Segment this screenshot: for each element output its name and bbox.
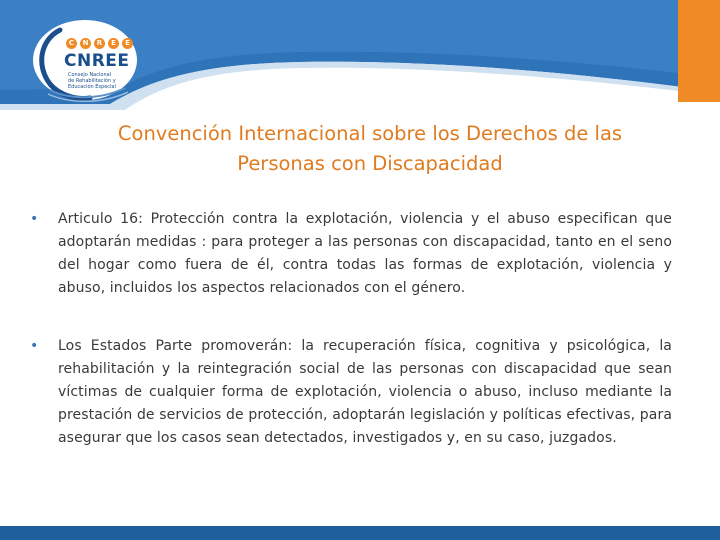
bullet-item-estados-parte xyxy=(30,335,672,450)
bullet-dot-icon: • xyxy=(30,338,39,354)
bullet-item-article-16 xyxy=(30,208,672,300)
logo-subtitle xyxy=(68,72,128,90)
logo-dot: E xyxy=(108,38,119,49)
logo-letter-dots xyxy=(66,38,133,49)
bullet-text: Los Estados Parte promoverán: la recuperación física, cognitiva y psicológica, la rehabilitación y la reintegración social de las personas con discapacidad que sean víctimas de cualquier forma de explotación, violencia o abuso, incluso mediante la prestación de servicios de protección, adoptarán legislación y políticas efectivas, para asegurar que los casos sean detectados, investigados y, en su caso, juzgados. xyxy=(58,338,672,446)
footer-bar xyxy=(0,526,720,540)
logo-subtitle-line: Consejo Nacional xyxy=(68,72,112,78)
logo-subtitle-line: de Rehabilitación y xyxy=(68,78,116,84)
slide-title-line-1: Convención Internacional sobre los Derechos de las xyxy=(117,122,623,146)
logo-dot: R xyxy=(94,38,105,49)
slide-title xyxy=(40,119,700,179)
logo-dot: E xyxy=(122,38,133,49)
corner-accent-block xyxy=(678,0,720,102)
cnree-logo xyxy=(30,18,140,102)
logo-subtitle-line: Educación Especial xyxy=(68,84,116,90)
logo-dot: N xyxy=(80,38,91,49)
bullet-text: Articulo 16: Protección contra la explotación, violencia y el abuso especifican que adoptarán medidas : para proteger a las personas con discapacidad, tanto en el seno del hogar como fuera de él, contra todas las formas de explotación, violencia y abuso, incluidos los aspectos relacionados con el género. xyxy=(58,211,672,296)
bullet-dot-icon: • xyxy=(30,211,39,227)
slide-title-line-2: Personas con Discapacidad xyxy=(237,152,503,176)
logo-dot: C xyxy=(66,38,77,49)
logo-name: CNREE xyxy=(64,51,130,71)
bullet-list xyxy=(30,208,672,450)
